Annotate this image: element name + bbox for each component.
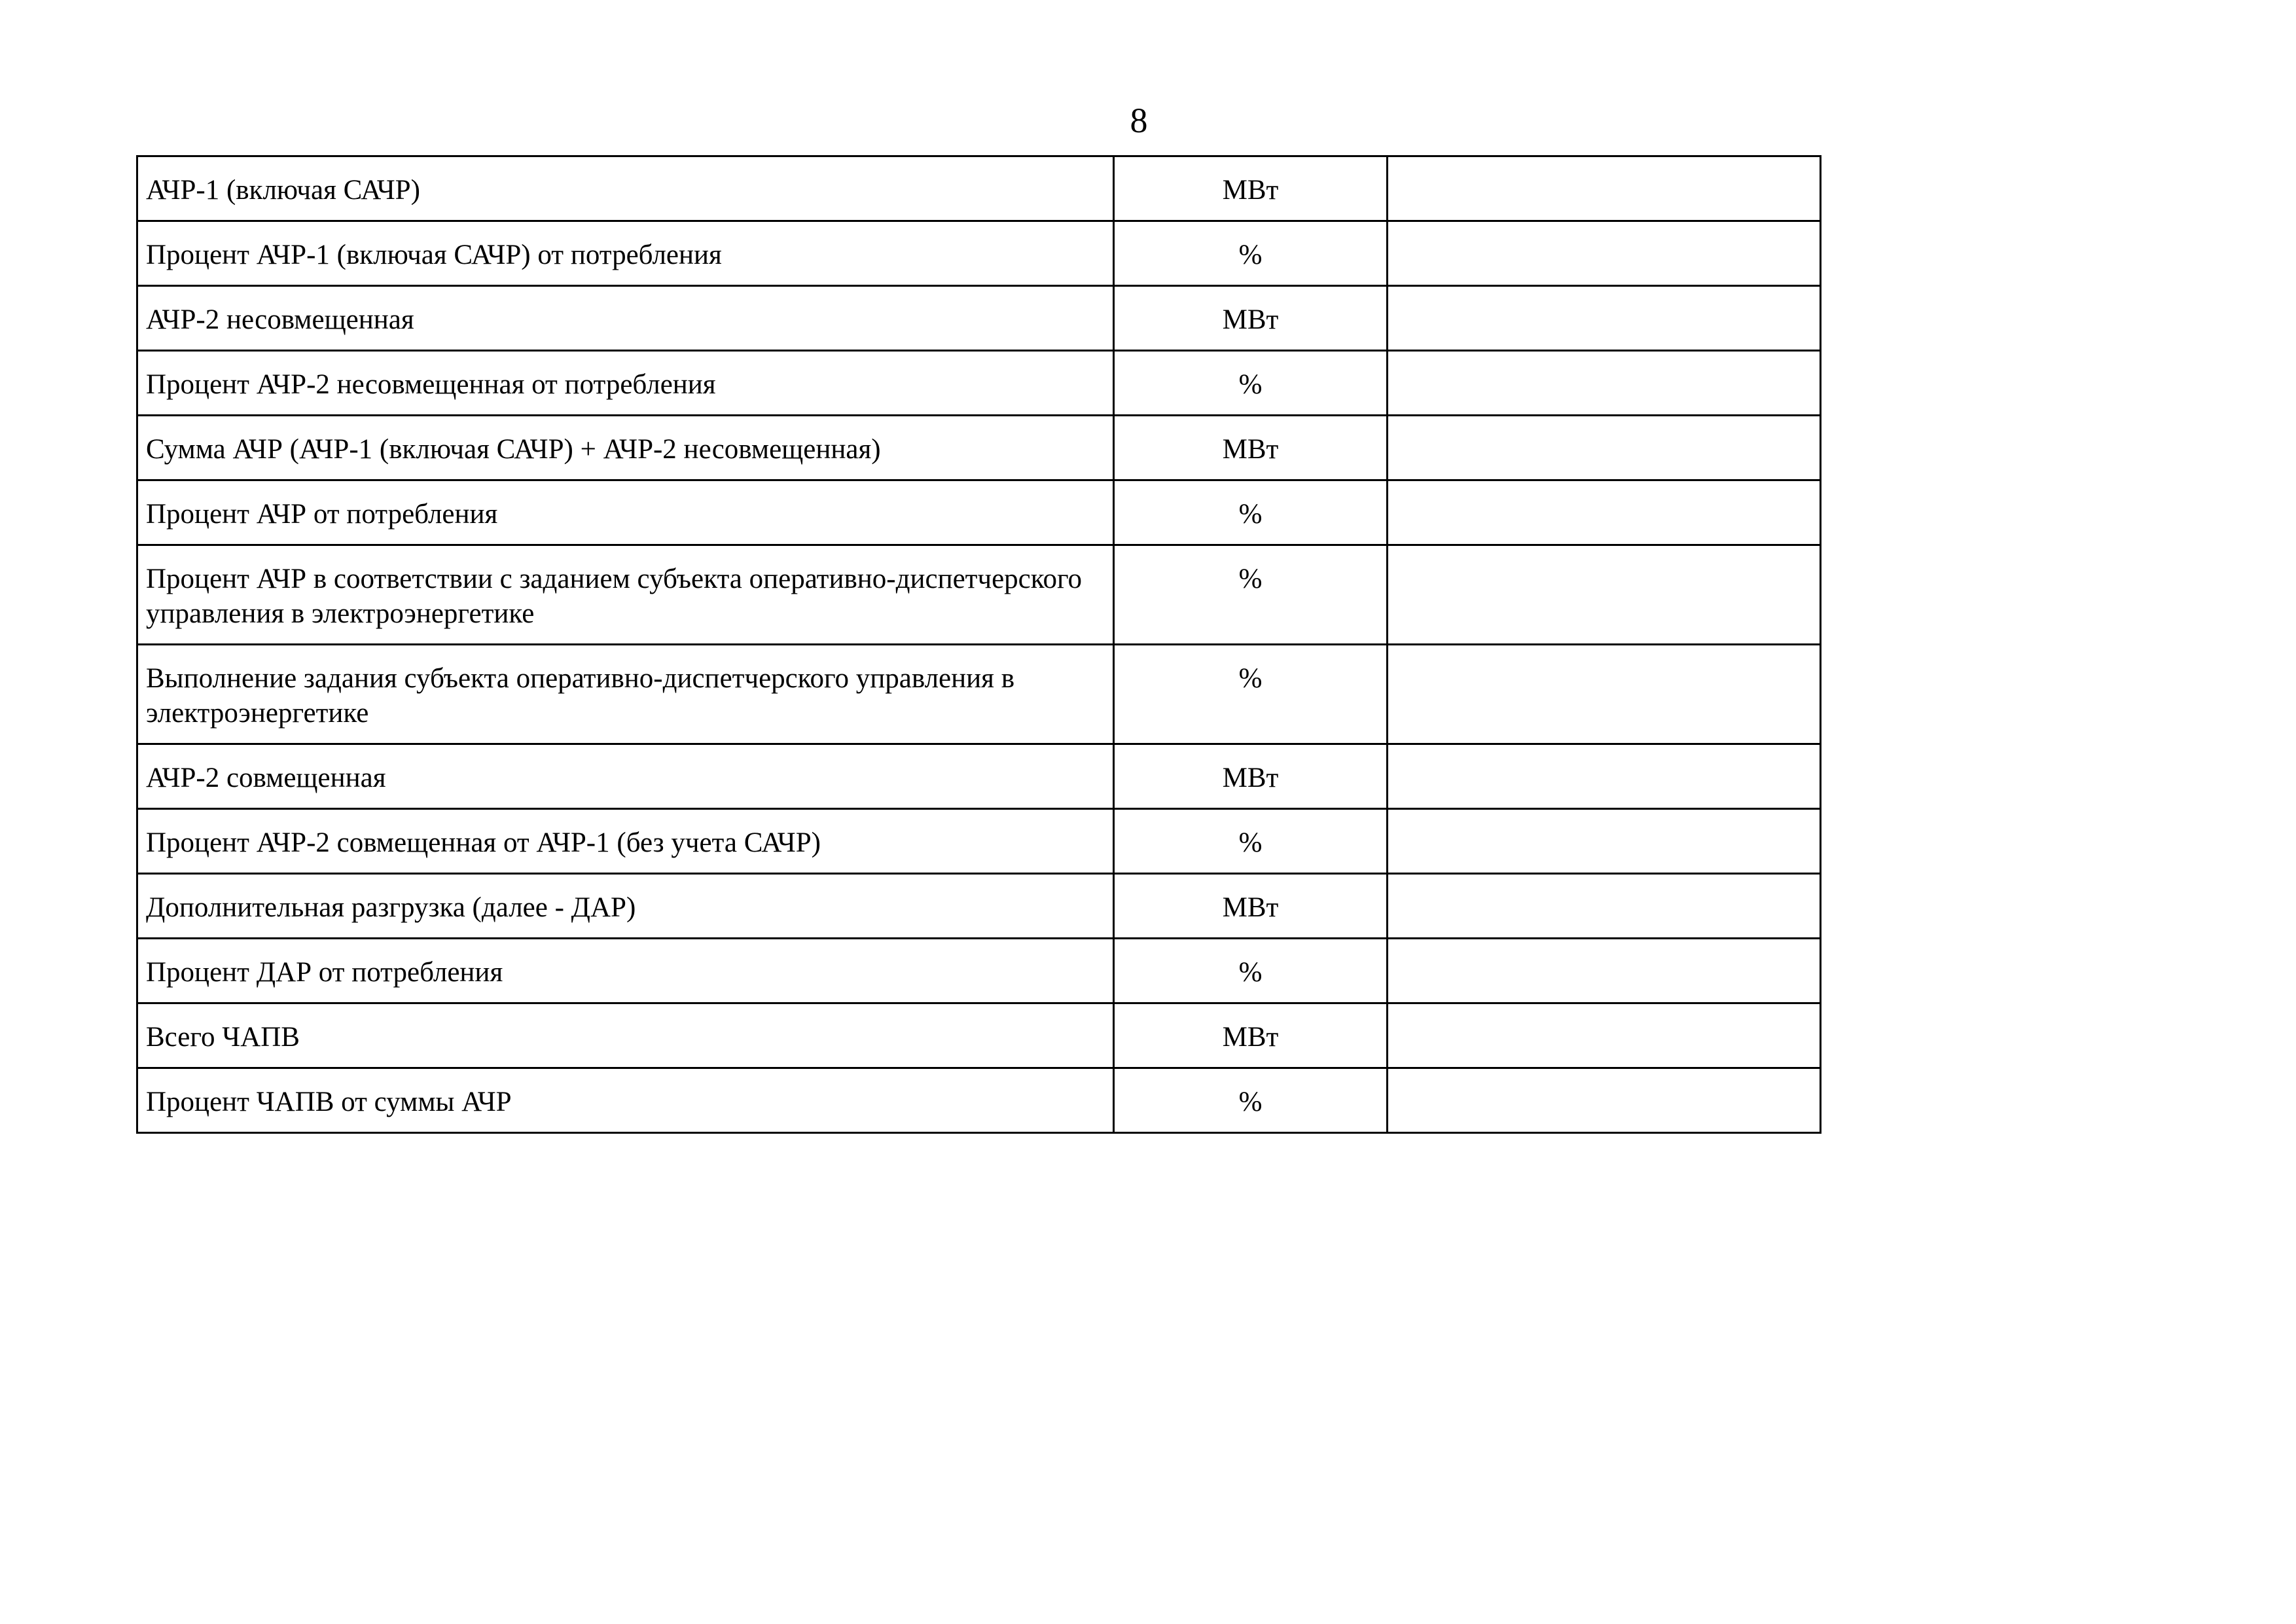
row-value-cell [1388, 744, 1821, 809]
row-name-cell: Процент АЧР-2 несовмещенная от потребления [137, 351, 1114, 416]
row-unit-cell: МВт [1114, 416, 1388, 480]
table-row [137, 351, 1821, 416]
row-name-cell: Процент АЧР-1 (включая САЧР) от потребления [137, 221, 1114, 286]
row-name-cell: АЧР-2 несовмещенная [137, 286, 1114, 351]
row-unit-cell: % [1114, 809, 1388, 874]
row-unit-cell: МВт [1114, 156, 1388, 221]
table-row [137, 416, 1821, 480]
row-unit-cell: МВт [1114, 1003, 1388, 1068]
row-unit-cell: % [1114, 221, 1388, 286]
row-value-cell [1388, 874, 1821, 939]
row-name-cell: АЧР-1 (включая САЧР) [137, 156, 1114, 221]
row-value-cell [1388, 351, 1821, 416]
row-value-cell [1388, 939, 1821, 1003]
row-unit-cell: % [1114, 351, 1388, 416]
row-value-cell [1388, 809, 1821, 874]
row-name-cell: Дополнительная разгрузка (далее - ДАР) [137, 874, 1114, 939]
load-shedding-table [136, 155, 1821, 1134]
row-value-cell [1388, 416, 1821, 480]
table-row [137, 874, 1821, 939]
row-value-cell [1388, 645, 1821, 744]
row-value-cell [1388, 156, 1821, 221]
row-name-cell: Процент АЧР-2 совмещенная от АЧР-1 (без учета САЧР) [137, 809, 1114, 874]
row-unit-cell: МВт [1114, 874, 1388, 939]
row-name-cell: АЧР-2 совмещенная [137, 744, 1114, 809]
row-value-cell [1388, 1068, 1821, 1133]
row-name-cell: Всего ЧАПВ [137, 1003, 1114, 1068]
table-row [137, 480, 1821, 545]
table-row [137, 1068, 1821, 1133]
table-row [137, 1003, 1821, 1068]
row-unit-cell: % [1114, 939, 1388, 1003]
table-row [137, 286, 1821, 351]
row-name-cell: Процент АЧР от потребления [137, 480, 1114, 545]
row-unit-cell: МВт [1114, 744, 1388, 809]
row-unit-cell: % [1114, 545, 1388, 645]
table-row [137, 221, 1821, 286]
table-row [137, 645, 1821, 744]
row-unit-cell: % [1114, 1068, 1388, 1133]
table-row [137, 545, 1821, 645]
table-row [137, 939, 1821, 1003]
row-name-cell: Выполнение задания субъекта оперативно-диспетчерского управления в электроэнергетике [137, 645, 1114, 744]
row-value-cell [1388, 480, 1821, 545]
row-name-cell: Процент АЧР в соответствии с заданием субъекта оперативно-диспетчерского управления в электроэнергетике [137, 545, 1114, 645]
row-value-cell [1388, 221, 1821, 286]
table-row [137, 744, 1821, 809]
row-name-cell: Процент ЧАПВ от суммы АЧР [137, 1068, 1114, 1133]
table-row [137, 156, 1821, 221]
row-name-cell: Процент ДАР от потребления [137, 939, 1114, 1003]
row-unit-cell: % [1114, 480, 1388, 545]
row-value-cell [1388, 545, 1821, 645]
row-unit-cell: % [1114, 645, 1388, 744]
row-unit-cell: МВт [1114, 286, 1388, 351]
table-row [137, 809, 1821, 874]
page-number: 8 [1130, 101, 1148, 140]
row-name-cell: Сумма АЧР (АЧР-1 (включая САЧР) + АЧР-2 несовмещенная) [137, 416, 1114, 480]
row-value-cell [1388, 1003, 1821, 1068]
row-value-cell [1388, 286, 1821, 351]
